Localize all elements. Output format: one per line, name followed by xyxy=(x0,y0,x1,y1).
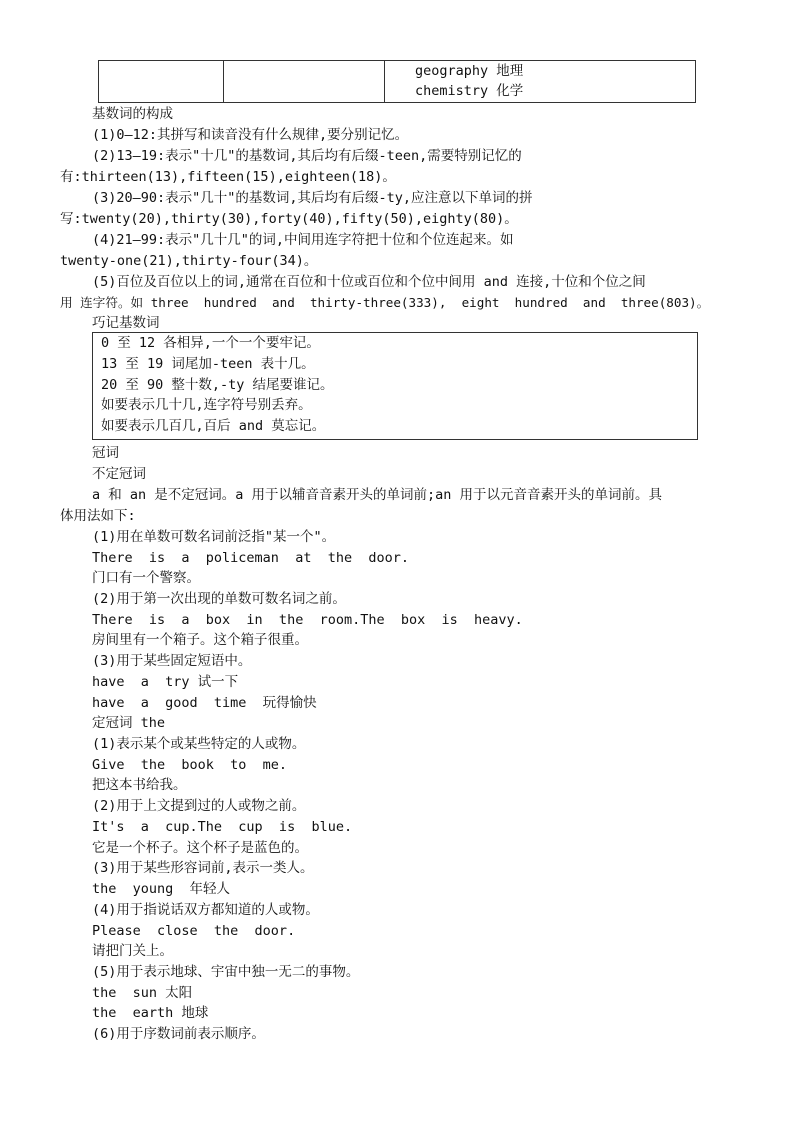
mnemonic-line: 0 至 12 各相异,一个一个要牢记。 xyxy=(101,335,320,351)
section-heading-article: 冠词 xyxy=(92,445,119,461)
mnemonic-line: 如要表示几十几,连字符号别丢弃。 xyxy=(101,397,312,414)
rule-line: (6)用于序数词前表示顺序。 xyxy=(92,1026,265,1042)
paragraph-line: a 和 an 是不定冠词。a 用于以辅音音素开头的单词前;an 用于以元音音素开头的单词前。具 xyxy=(92,487,663,503)
example-line: It's a cup.The cup is blue. xyxy=(92,819,353,835)
paragraph-line: 写:twenty(20),thirty(30),forty(40),fifty(50),eighty(80)。 xyxy=(60,211,518,227)
example-line: have a try 试一下 xyxy=(92,674,239,690)
table-cell-line: geography 地理 xyxy=(415,63,524,79)
translation-line: 房间里有一个箱子。这个箱子很重。 xyxy=(92,632,308,648)
paragraph-line: 体用法如下: xyxy=(60,508,136,524)
paragraph-line: (1)0—12:其拼写和读音没有什么规律,要分别记忆。 xyxy=(92,127,409,143)
example-line: the sun 太阳 xyxy=(92,985,193,1001)
example-line: the young 年轻人 xyxy=(92,881,231,897)
paragraph-line: (3)20—90:表示"几十"的基数词,其后均有后缀-ty,应注意以下单词的拼 xyxy=(92,190,533,206)
paragraph-line: 用 连字符。如 three hundred and thirty-three(333), eight hundred and three(803)。 xyxy=(60,295,710,310)
translation-line: 把这本书给我。 xyxy=(92,777,187,793)
mnemonic-line: 如要表示几百几,百后 and 莫忘记。 xyxy=(101,418,326,435)
rule-line: (3)用于某些形容词前,表示一类人。 xyxy=(92,860,314,876)
example-line: There is a policeman at the door. xyxy=(92,550,409,566)
mnemonic-line: 20 至 90 整十数,-ty 结尾要谁记。 xyxy=(101,376,334,393)
example-line: Give the book to me. xyxy=(92,757,288,773)
rule-line: (5)用于表示地球、宇宙中独一无二的事物。 xyxy=(92,964,360,980)
rule-line: (4)用于指说话双方都知道的人或物。 xyxy=(92,902,319,918)
vocab-table xyxy=(98,60,696,103)
example-line: There is a box in the room.The box is heavy. xyxy=(92,612,523,628)
section-heading-cardinal: 基数词的构成 xyxy=(92,106,173,122)
translation-line: 门口有一个警察。 xyxy=(92,570,200,586)
mnemonic-line: 13 至 19 词尾加-teen 表十几。 xyxy=(101,355,315,372)
table-cell-line: chemistry 化学 xyxy=(415,83,524,99)
rule-line: (2)用于上文提到过的人或物之前。 xyxy=(92,798,306,814)
translation-line: 它是一个杯子。这个杯子是蓝色的。 xyxy=(92,840,308,856)
paragraph-line: (2)13—19:表示"十几"的基数词,其后均有后缀-teen,需要特别记忆的 xyxy=(92,148,522,164)
section-heading-mnemonic: 巧记基数词 xyxy=(92,315,160,331)
rule-line: (1)用在单数可数名词前泛指"某一个"。 xyxy=(92,529,336,545)
translation-line: 请把门关上。 xyxy=(92,943,173,959)
table-cell-empty-1 xyxy=(99,61,224,103)
table-cell-empty-2 xyxy=(224,61,385,103)
rule-line: (3)用于某些固定短语中。 xyxy=(92,653,252,669)
paragraph-line: twenty-one(21),thirty-four(34)。 xyxy=(60,253,318,269)
subheading-definite: 定冠词 the xyxy=(92,715,166,731)
example-line: Please close the door. xyxy=(92,923,296,939)
subheading-indefinite: 不定冠词 xyxy=(92,466,146,482)
rule-line: (2)用于第一次出现的单数可数名词之前。 xyxy=(92,591,346,607)
paragraph-line: (5)百位及百位以上的词,通常在百位和十位或百位和个位中间用 and 连接,十位和个位之间 xyxy=(92,274,646,290)
example-line: the earth 地球 xyxy=(92,1005,209,1021)
mnemonic-box xyxy=(92,332,698,440)
table-cell-subjects xyxy=(385,61,696,103)
rule-line: (1)表示某个或某些特定的人或物。 xyxy=(92,736,306,752)
paragraph-line: (4)21—99:表示"几十几"的词,中间用连字符把十位和个位连起来。如 xyxy=(92,232,514,248)
example-line: have a good time 玩得愉快 xyxy=(92,695,317,711)
paragraph-line: 有:thirteen(13),fifteen(15),eighteen(18)。 xyxy=(60,169,396,185)
